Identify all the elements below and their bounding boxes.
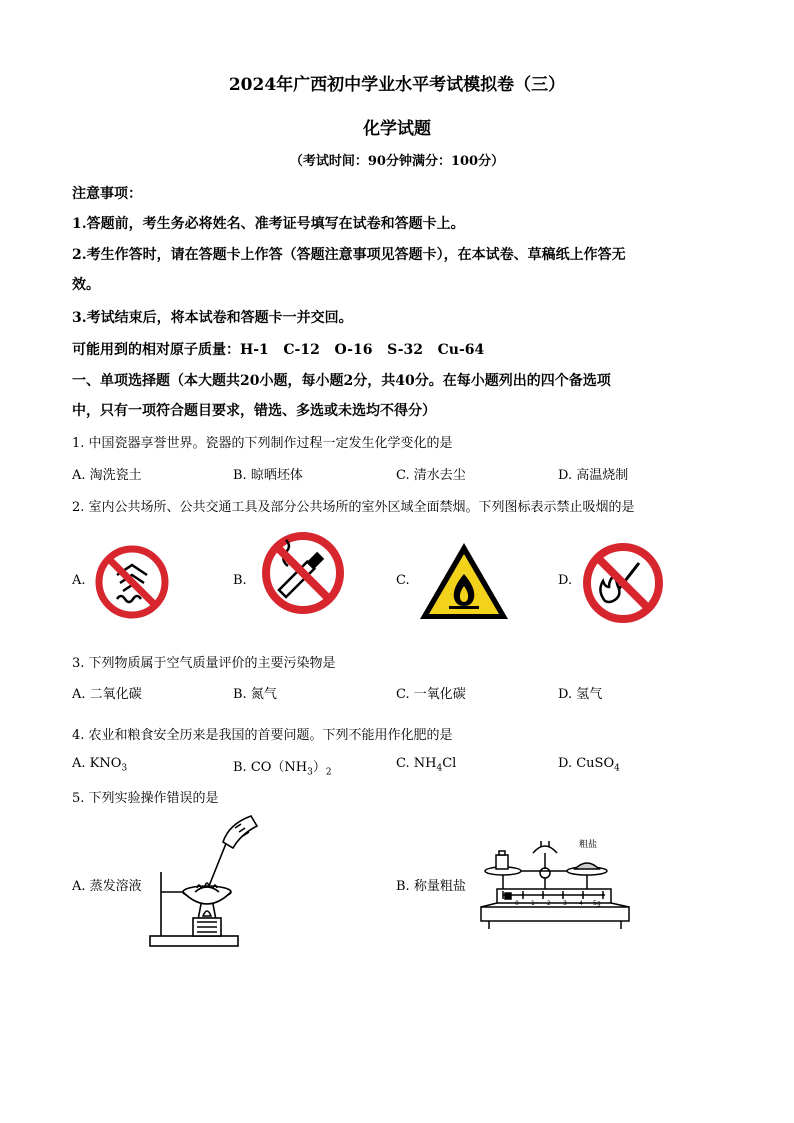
question-5-stem: 5. 下列实验操作错误的是: [72, 791, 219, 806]
q4-option-d: D. CuSO$_4$: [558, 756, 620, 774]
q2-option-a: A.: [72, 573, 86, 588]
question-1-stem: 1. 中国瓷器享誉世界。瓷器的下列制作过程一定发生化学变化的是: [72, 436, 453, 451]
scale-tick-3: 3: [563, 900, 567, 907]
q1-option-a: A. 淘洗瓷土: [72, 468, 142, 483]
q1-option-c: C. 清水去尘: [396, 468, 466, 483]
note-3: 3.考试结束后，将本试卷和答题卡一并交回。: [72, 310, 353, 326]
question-4-stem: 4. 农业和粮食安全历来是我国的首要问题。下列不能用作化肥的是: [72, 728, 453, 743]
q3-option-b: B. 氮气: [233, 687, 277, 702]
no-fireworks-icon: [93, 543, 171, 621]
scale-tick-4: 4: [579, 900, 583, 907]
exam-info: （考试时间：90分钟满分：100分）: [289, 154, 505, 169]
q1-option-b: B. 晾晒坯体: [233, 468, 303, 483]
q1-option-d: D. 高温烧制: [558, 468, 629, 483]
balance-scale-figure: [475, 833, 635, 933]
q2-option-c: C.: [396, 573, 410, 588]
section-1-line1: 一、单项选择题（本大题共20小题，每小题2分，共40分。在每小题列出的四个备选项: [72, 373, 611, 389]
subject-title: 化学试题: [363, 119, 431, 139]
q3-option-c: C. 一氧化碳: [396, 687, 466, 702]
q2-option-d: D.: [558, 573, 573, 588]
section-1-line2: 中，只有一项符合题目要求，错选、多选或未选均不得分）: [72, 403, 436, 419]
no-open-flame-icon: [581, 541, 665, 625]
note-1: 1.答题前，考生务必将姓名、准考证号填写在试卷和答题卡上。: [72, 216, 465, 232]
scale-tick-5: 5g: [593, 900, 601, 907]
question-2-stem: 2. 室内公共场所、公共交通工具及部分公共场所的室外区域全面禁烟。下列图标表示禁止吸烟的是: [72, 500, 635, 515]
note-2-line1: 2.考生作答时，请在答题卡上作答（答题注意事项见答题卡），在本试卷、草稿纸上作答无: [72, 247, 626, 263]
q2-option-b: B.: [233, 573, 247, 588]
scale-tick-1: 1: [531, 900, 535, 907]
q3-option-a: A. 二氧化碳: [72, 687, 142, 702]
scale-tick-0: 0: [515, 900, 519, 907]
q4-option-b: B. $CO(NH_3)_2$: [233, 760, 332, 778]
no-smoking-icon: [260, 530, 346, 616]
q4-option-c: C. $NH_4Cl$: [396, 756, 457, 774]
atomic-mass: 可能用到的相对原子质量：H-1 C-12 O-16 S-32 Cu-64: [72, 342, 485, 358]
question-3-stem: 3. 下列物质属于空气质量评价的主要污染物是: [72, 656, 336, 671]
q4-option-a: A. $KNO_3$: [72, 756, 128, 774]
flammable-warning-icon: [417, 540, 511, 622]
notes-heading: 注意事项：: [72, 186, 142, 202]
q5-option-a: A. 蒸发溶液: [72, 879, 142, 894]
exam-title: 2024年广西初中学业水平考试模拟卷（三）: [228, 75, 566, 95]
q3-option-d: D. 氢气: [558, 687, 603, 702]
coarse-salt-label: 粗盐: [579, 840, 598, 850]
scale-tick-2: 2: [547, 900, 551, 907]
q5-option-b: B. 称量粗盐: [396, 879, 466, 894]
evaporation-apparatus-figure: [147, 812, 267, 952]
note-2-line2: 效。: [72, 277, 100, 293]
